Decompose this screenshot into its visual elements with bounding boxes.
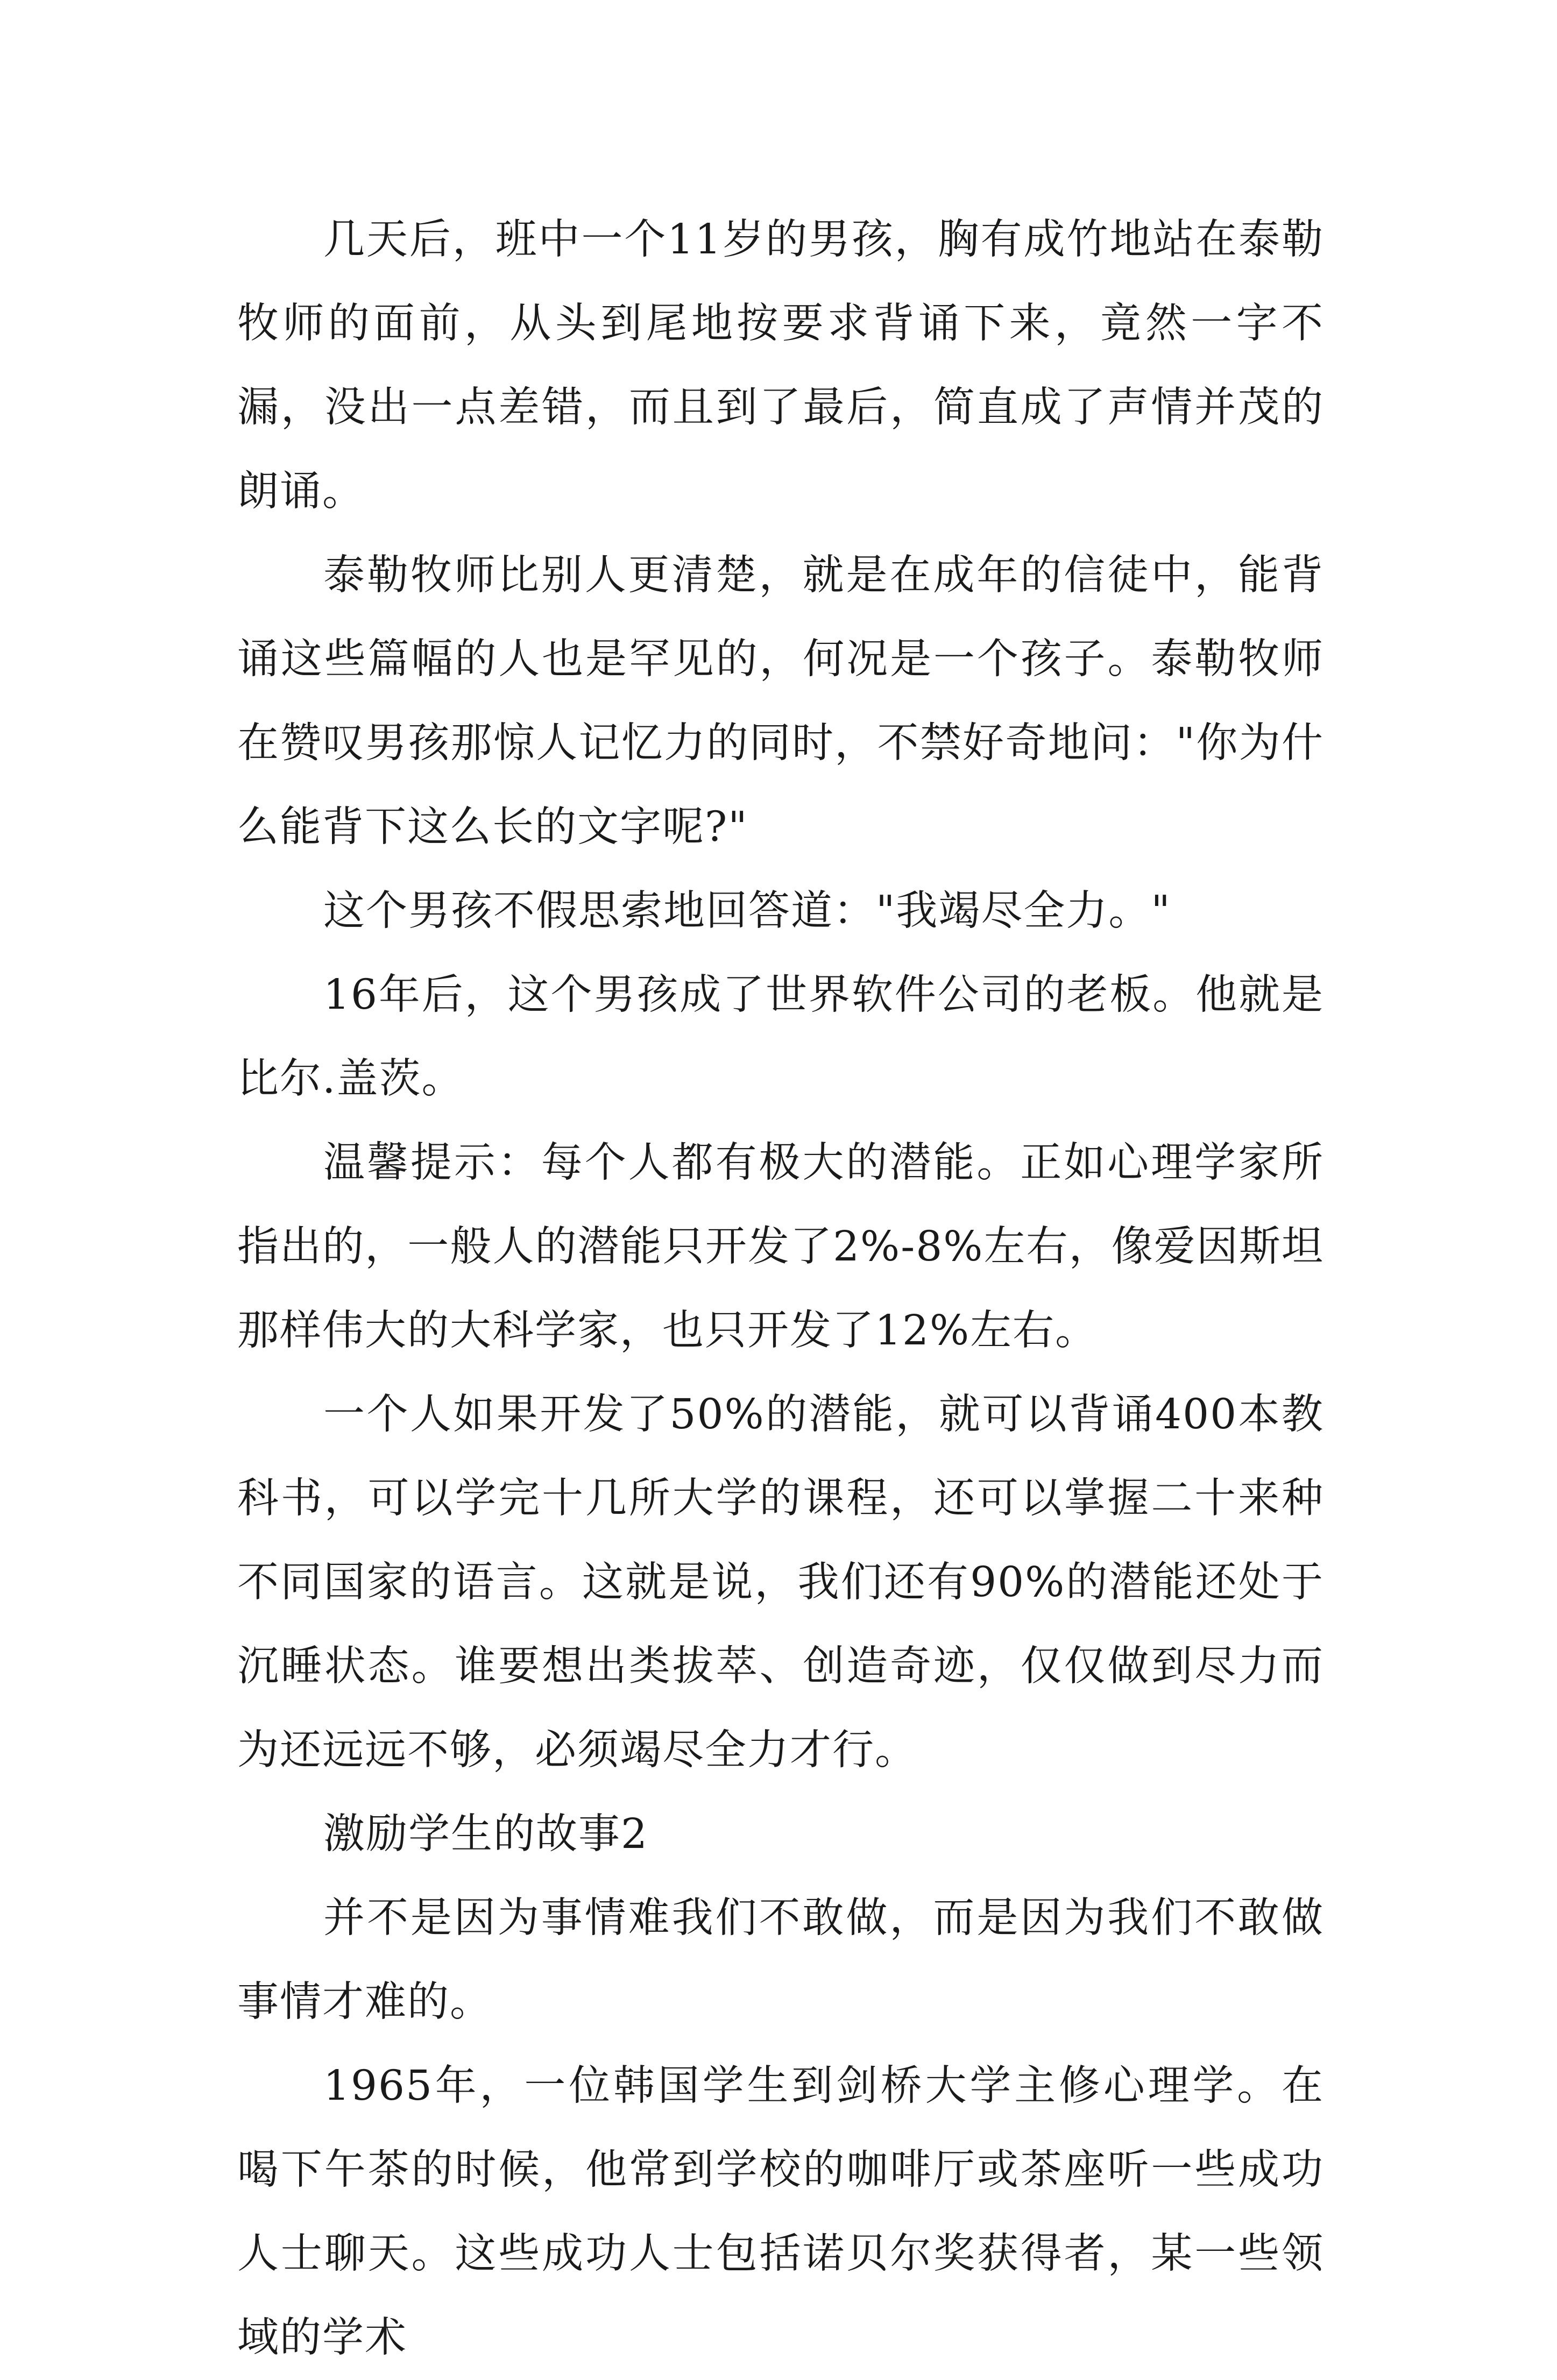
paragraph-2: 泰勒牧师比别人更清楚，就是在成年的信徒中，能背诵这些篇幅的人也是罕见的，何况是一个孩子。泰勒牧师在赞叹男孩那惊人记忆力的同时，不禁好奇地问："你为什么能背下这么长的文字呢?" <box>237 551 1324 851</box>
section-heading: 激励学生的故事2 <box>323 1810 648 1858</box>
document-body <box>237 198 1324 2380</box>
paragraph-4: 16年后，这个男孩成了世界软件公司的老板。他就是比尔.盖茨。 <box>237 971 1324 1103</box>
paragraph-3: 这个男孩不假思索地回答道："我竭尽全力。" <box>323 887 1171 935</box>
paragraph-5: 温馨提示：每个人都有极大的潜能。正如心理学家所指出的，一般人的潜能只开发了2%-8%左右，像爱因斯坦那样伟大的大科学家，也只开发了12%左右。 <box>237 1139 1324 1355</box>
paragraph-6: 一个人如果开发了50%的潜能，就可以背诵400本教科书，可以学完十几所大学的课程，还可以掌握二十来种不同国家的语言。这就是说，我们还有90%的潜能还处于沉睡状态。谁要想出类拔萃、创造奇迹，仅仅做到尽力而为还远远不够，必须竭尽全力才行。 <box>237 1391 1324 1774</box>
paragraph-8: 1965年，一位韩国学生到剑桥大学主修心理学。在喝下午茶的时候，他常到学校的咖啡厅或茶座听一些成功人士聊天。这些成功人士包括诺贝尔奖获得者，某一些领域的学术 <box>237 2062 1324 2362</box>
paragraph-1: 几天后，班中一个11岁的男孩，胸有成竹地站在泰勒牧师的面前，从头到尾地按要求背诵下来，竟然一字不漏，没出一点差错，而且到了最后，简直成了声情并茂的朗诵。 <box>237 216 1324 515</box>
paragraph-7: 并不是因为事情难我们不敢做，而是因为我们不敢做事情才难的。 <box>237 1894 1324 2026</box>
